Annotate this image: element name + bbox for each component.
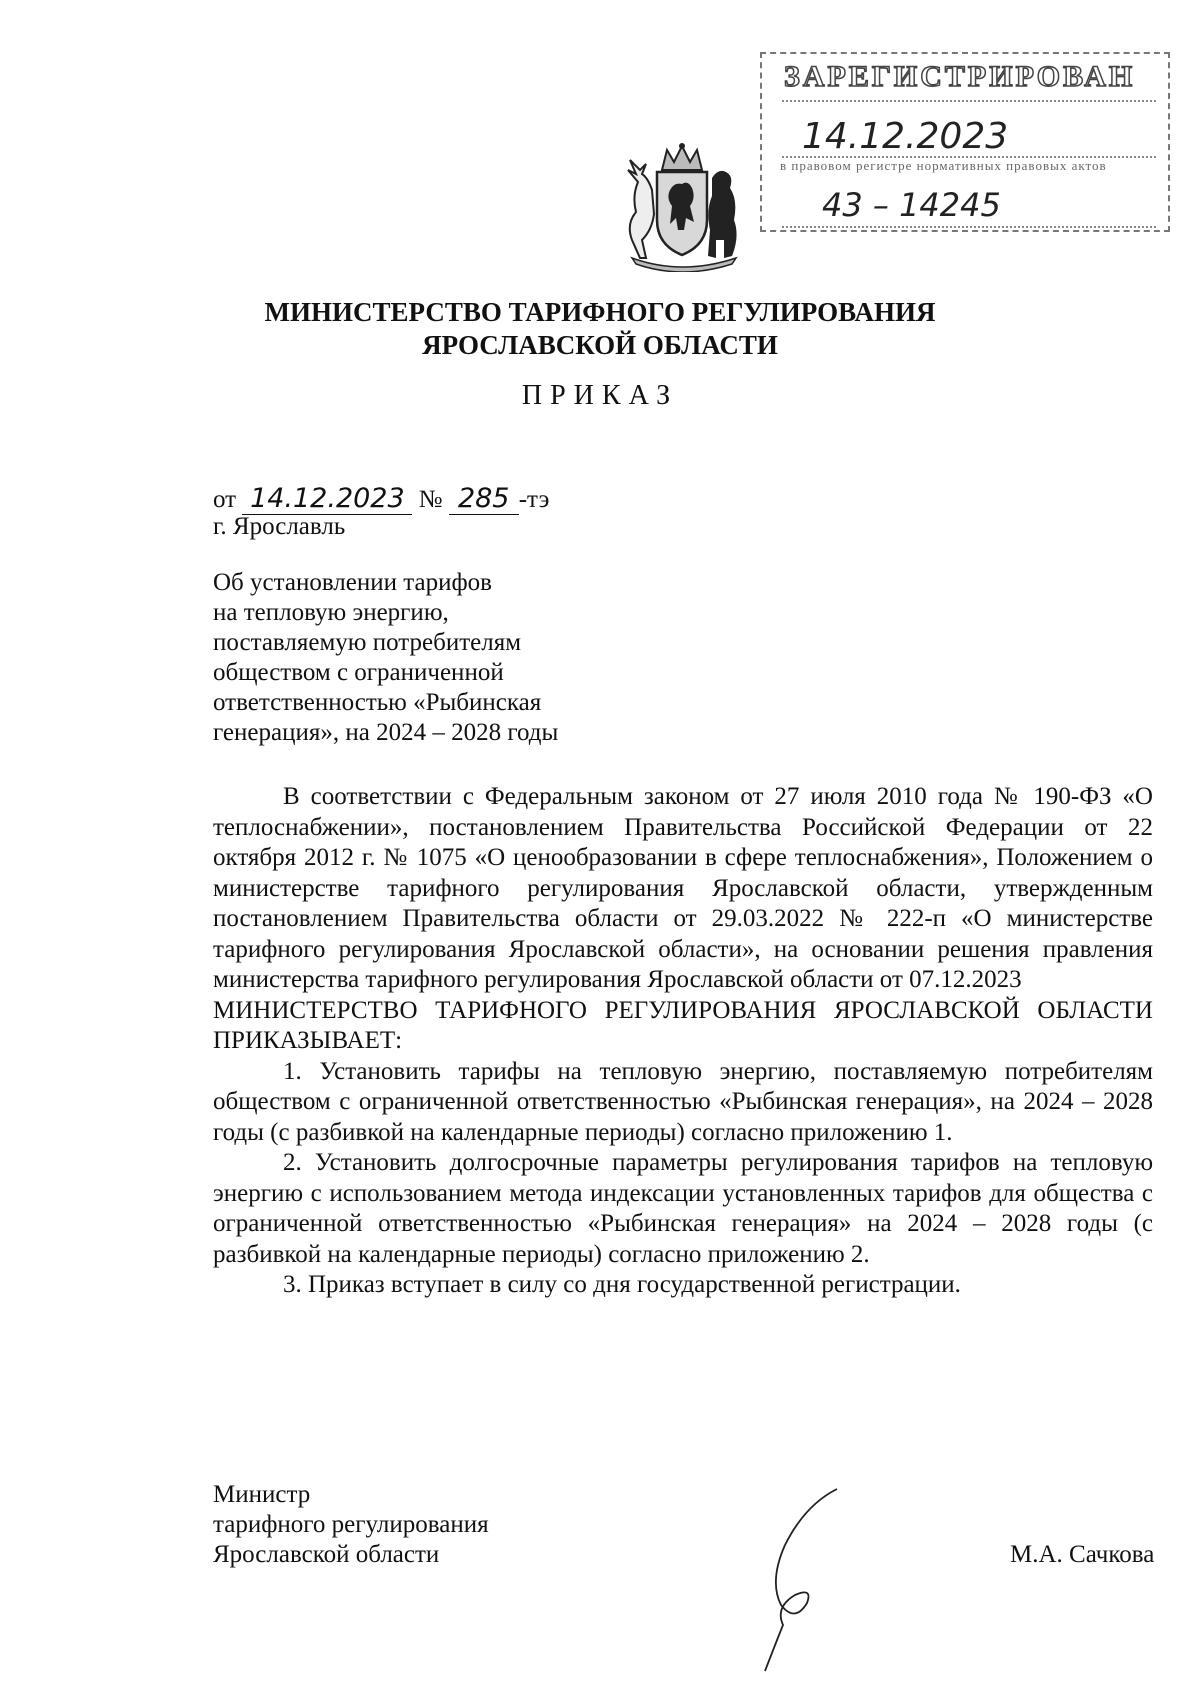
order-line (213, 484, 549, 515)
order-number: 285 (449, 484, 519, 515)
stamp-subtitle: в правовом регистре нормативных правовых актов (780, 158, 1107, 173)
order-city: г. Ярославль (213, 513, 346, 540)
position-line: Министр (213, 1481, 311, 1508)
subject-line: ответственностью «Рыбинская (213, 689, 542, 716)
signatory-name: М.А. Сачкова (1010, 1541, 1155, 1568)
document-type: ПРИКАЗ (521, 380, 679, 411)
order-subject (213, 568, 558, 748)
position-line: Ярославской области (213, 1541, 440, 1568)
order-suffix: -тэ (518, 486, 550, 513)
position-line: тарифного регулирования (213, 1511, 489, 1538)
stamp-number: 43 – 14245 (822, 186, 1001, 224)
subject-line: Об установлении тарифов (213, 569, 492, 596)
order-item-2: 2. Установить долгосрочные параметры регулирования тарифов на тепловую энергию с использованием метода индексации установленных тарифов для общества с ограниченной ответственностью «Рыбинская генерация» на 2024 – 2028 годы (с разбивкой на календарные периоды) согласно приложению 2. (213, 1149, 1153, 1268)
ministry-heading-line2: ЯРОСЛАВСКОЙ ОБЛАСТИ (422, 330, 778, 360)
order-number-label: № (418, 486, 443, 513)
subject-line: обществом с ограниченной (213, 659, 504, 686)
order-item-3: 3. Приказ вступает в силу со дня государственной регистрации. (283, 1271, 961, 1298)
stamp-title: ЗАРЕГИСТРИРОВАН (784, 60, 1136, 93)
coat-of-arms-icon (612, 140, 752, 272)
stamp-date: 14.12.2023 (802, 116, 1009, 157)
order-item-1: 1. Установить тарифы на тепловую энергию, поставляемую потребителям обществом с ограниченной ответственностью «Рыбинская генерация», на 2024 – 2028 годы (с разбивкой на календарные периоды) согласно приложению 1. (213, 1057, 1153, 1146)
handwritten-signature (755, 1485, 845, 1675)
registration-stamp (760, 52, 1170, 232)
ministry-heading-line1: МИНИСТЕРСТВО ТАРИФНОГО РЕГУЛИРОВАНИЯ (264, 297, 936, 327)
subject-line: генерация», на 2024 – 2028 годы (213, 719, 559, 746)
order-from-label: от (213, 486, 237, 513)
signatory-position (213, 1480, 489, 1570)
subject-line: на тепловую энергию, (213, 599, 449, 626)
preamble-paragraph: В соответствии с Федеральным законом от 27 июля 2010 года № 190-ФЗ «О теплоснабжении», постановлением Правительства Российской Федерации от 22 октября 2012 г. № 1075 «О ценообразовании в сфере теплоснабжения», Положением о министерстве тарифного регулирования Ярославской области, утвержденным постановлением Правительства области от 29.03.2022 № 222-п «О министерстве тарифного регулирования Ярославской области», на основании решения правления министерства тарифного регулирования Ярославской области от 07.12.2023 (213, 783, 1153, 993)
stamp-divider (782, 100, 1156, 102)
stamp-divider (782, 226, 1156, 228)
order-body (213, 782, 1153, 1301)
orders-paragraph: МИНИСТЕРСТВО ТАРИФНОГО РЕГУЛИРОВАНИЯ ЯРОСЛАВСКОЙ ОБЛАСТИ ПРИКАЗЫВАЕТ: (213, 996, 1153, 1054)
order-date: 14.12.2023 (242, 484, 412, 515)
subject-line: поставляемую потребителям (213, 629, 522, 656)
